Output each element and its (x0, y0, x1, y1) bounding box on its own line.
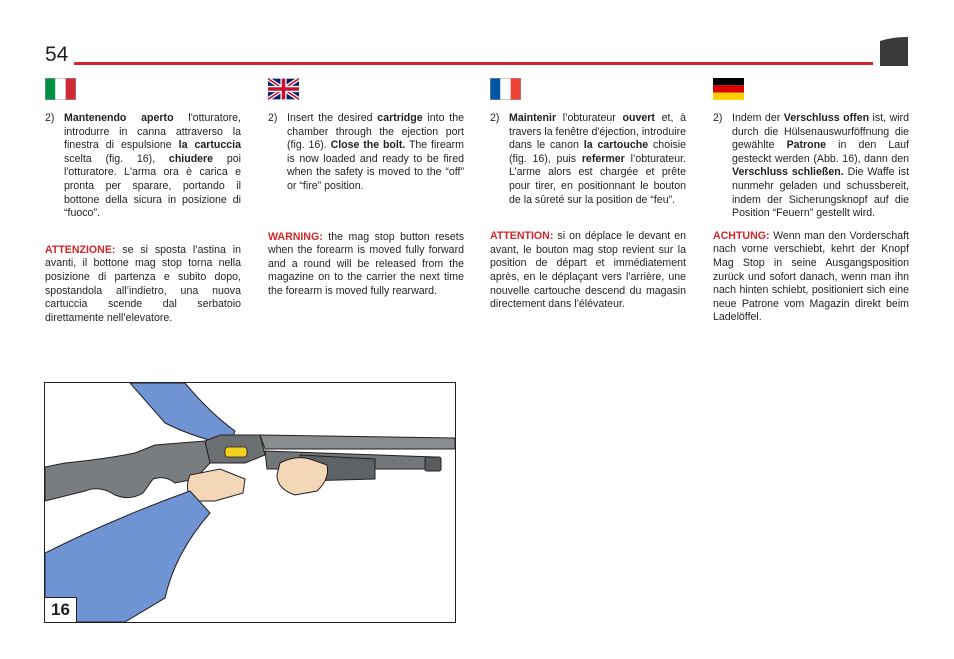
warning-title: ATTENTION: (490, 230, 554, 243)
warning-text: the mag stop button resets when the forearm is moved fully forward and a round will be released from the magazine on to the carrier the next time the forearm is moved fully rearward. (268, 230, 464, 297)
page-number: 54 (45, 43, 69, 66)
warning-text: se si sposta l’astina in avanti, il bottone mag stop torna nella posizione di partenza e subito dopo, spostandola all’indietro, una nuova cartuccia scende dal serbatoio direttamente nell’elevatore. (45, 243, 241, 324)
france-flag-icon (490, 78, 521, 100)
step-run: Verschluss offen (783, 112, 870, 124)
step-run: Indem der (732, 112, 784, 124)
figure-16 (44, 382, 456, 623)
step-2-french (490, 112, 686, 207)
step-run: The firearm is now loaded and ready to be fired when the safety is moved to the “off” or “fire” position. (287, 139, 464, 192)
shotgun-loading-illustration (45, 383, 455, 622)
step-run: Insert the desired (287, 112, 378, 124)
step-run: Patrone (786, 139, 827, 152)
step-2-english (268, 112, 464, 194)
step-text (732, 112, 909, 219)
warning-text: si on déplace le devant en avant, le bouton mag stop revient sur la position de départ et immédiatement après, en le déplaçant vers l’arrière, une nouvelle cartouche descend du magasin directement dans l’élévateur. (490, 230, 686, 311)
forward-hand (277, 458, 328, 495)
rear-hand (187, 469, 245, 501)
gun-barrel (260, 435, 455, 449)
uk-flag-icon (268, 78, 299, 100)
column-italian (45, 78, 241, 325)
germany-flag-icon (713, 78, 744, 100)
step-run: choisie (fig. 16), puis (509, 139, 686, 165)
magazine-cap (425, 457, 441, 471)
step-run: chiudere (168, 152, 214, 165)
warning-title: ACHTUNG: (713, 229, 770, 242)
step-run: la cartouche (583, 139, 649, 152)
step-number: 2) (713, 112, 723, 124)
cartridge (225, 447, 247, 457)
step-number: 2) (268, 112, 278, 124)
step-run: Maintenir (509, 112, 557, 124)
step-run: refermer (581, 152, 625, 165)
step-run: ist, wird durch die Hülsenauswurföffnung die gewählte (732, 112, 909, 152)
step-run: Verschluss schließen. (732, 166, 844, 179)
step-run: l’obturateur. L’arme alors est chargée et prête pour tirer, en positionnant le bouton de la sûreté sur la position de “feu”. (509, 152, 686, 206)
step-run: la cartuccia (178, 139, 241, 152)
step-run: Die Waffe ist nunmehr geladen und schussbereit, indem der Sicherungsknopf auf die Position “Feuern” gestellt wird. (732, 166, 910, 220)
step-run: cartridge (377, 112, 423, 124)
step-2-german (713, 112, 909, 221)
figure-label: 16 (45, 597, 77, 622)
step-run: et, à travers la fenêtre d'éjection, introduire dans le canon (509, 112, 686, 152)
warning-title: ATTENZIONE: (45, 243, 116, 256)
step-text (509, 112, 686, 206)
step-run: Mantenendo aperto (64, 112, 174, 124)
column-french (490, 78, 686, 312)
step-run: scelta (fig. 16), (64, 152, 169, 165)
step-run: in den Lauf gesteckt werden (Abb. 16), dann den (732, 139, 909, 165)
page-tab-icon (880, 37, 908, 66)
step-number: 2) (45, 112, 55, 124)
step-run: l’obturateur (556, 112, 623, 124)
warning-french (490, 230, 686, 312)
step-text (64, 112, 241, 219)
step-run: poi l'otturatore. L'arma ora è carica e pronta per sparare, portando il bottone della sicura in posizione di “fuoco”. (64, 152, 241, 220)
step-text (287, 112, 464, 192)
warning-title: WARNING: (268, 230, 323, 243)
warning-english (268, 231, 464, 299)
warning-text: Wenn man den Vorderschaft nach vorne verschiebt, kehrt der Knopf Mag Stop in seine Ausgangsposition zurück und sofort danach, wenn man ihn nach hinten schiebt, positioniert sich eine neue Patrone vom Magazin direkt beim Ladelöffel. (713, 229, 909, 324)
gun-stock (45, 441, 210, 501)
step-number: 2) (490, 112, 500, 124)
column-english (268, 78, 464, 299)
step-run: ouvert (622, 112, 655, 124)
step-run: l'otturatore, introdurre in canna attraverso la finestra di espulsione (64, 112, 241, 152)
step-2-italian (45, 112, 241, 221)
warning-italian (45, 244, 241, 326)
italy-flag-icon (45, 78, 76, 100)
column-german (713, 78, 909, 325)
step-run: Close the bolt. (330, 139, 406, 152)
warning-german (713, 230, 909, 325)
header-rule (74, 62, 873, 65)
step-run: into the chamber through the ejection port (fig. 16). (287, 112, 464, 152)
